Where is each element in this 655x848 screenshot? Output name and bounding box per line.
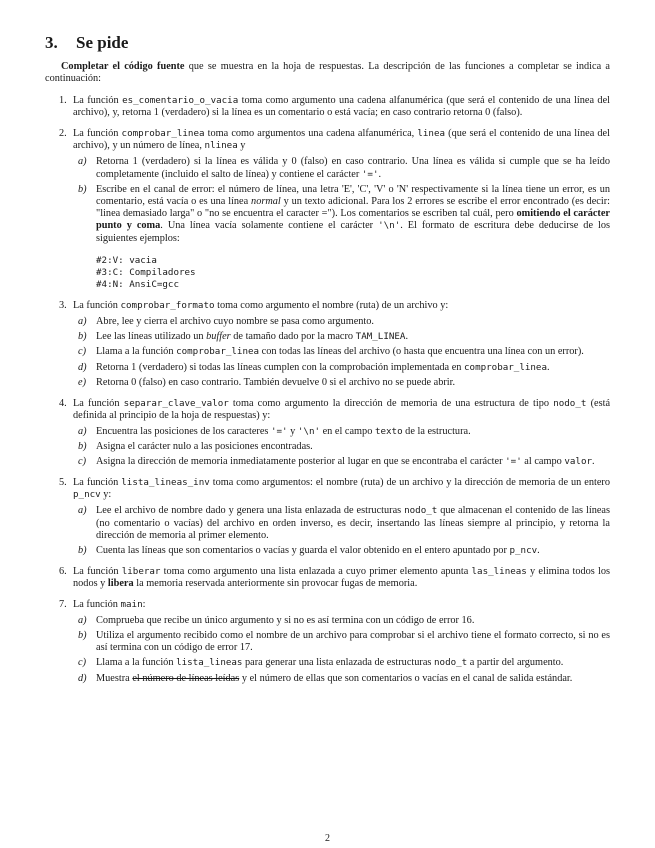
sub-item-c: c) Llama a la función lista_lineas para generar una lista enlazada de estructuras nodo_t a partir del argumento. [78, 657, 564, 669]
code-example-line: #3:C: Compiladores [96, 266, 196, 278]
sub-item-b: b) Cuenta las líneas que son comentarios o vacías y guarda el valor obtenido en el entero apuntado por p_ncv. [78, 545, 540, 557]
section-heading [45, 33, 128, 53]
item-number: 4. [59, 397, 67, 409]
code-example-line: #2:V: vacia [96, 254, 157, 266]
list-item-1: 1. La función es_comentario_o_vacia toma como argumento una cadena alfanumérica (que será el contenido de una línea del archivo), y, retorna 1 (verdadero) si la línea es un comentario o está vacía; en caso contrario retorna 0 (falso). [59, 95, 610, 119]
function-name: lista_lineas_inv [121, 477, 210, 489]
intro-paragraph: Completar el código fuente que se muestra en la hoja de respuestas. La descripción de las funciones a completar se indica a continuación: [45, 61, 611, 85]
item-number: 2. [59, 127, 67, 139]
item-number: 6. [59, 565, 67, 577]
sub-item-c: c) Asigna la dirección de memoria inmediatamente posterior al lugar en que se encontraba el carácter '=' al campo valor. [78, 456, 595, 468]
item-number: 5. [59, 477, 67, 489]
sub-list [73, 615, 610, 685]
sub-list [73, 426, 610, 469]
item-number: 1. [59, 95, 67, 106]
list-item-3: 3. La función comprobar_formato toma como argumento el nombre (ruta) de un archivo y: a) Abre, lee y cierra el archivo cuyo nombre se pasa como argumento. b) Lee las líneas utilizado un buffer de tamaño dado por la macro TAM_LINEA. c) Llama a la función comprobar_linea con todas las líneas del archivo (o hasta que encuentra una línea con un error). d) Retorna 1 (verdadero) si todas las líneas cumplen con la comprobación implementada en comprobar_linea. e) Retorna 0 (falso) en caso contrario. También devuelve 0 si el archivo no se puede abrir. [45, 300, 610, 389]
sub-list [73, 505, 610, 557]
sub-item-b: b) Escribe en el canal de error: el número de línea, una letra 'E', 'C', 'V' o 'N' respectivamente si la línea tiene un error, es un comentario, está vacía o es una línea normal y un texto adicional. Para los 2 errores se escribe el error encontrado (es decir: "linea demasiado larga" o "no se encuentra el caracter ="). Los comentarios se escriben tal cuál, pero omitiendo el carácter punto y coma. Una línea vacía solamente contiene el carácter '\n'. El formato de escritura debe deducirse de los siguientes ejemplos: #2:V: vacia #3:C: Compiladores #4:N: AnsiC=gcc [78, 183, 610, 291]
function-name: liberar [121, 565, 161, 577]
page-number: 2 [325, 833, 330, 844]
list-item-4: 4. La función separar_clave_valor toma como argumento la dirección de memoria de una estructura de tipo nodo_t (está definida al principio de la hoja de respuestas) y: a) Encuentra las posiciones de los caracteres '=' y '\n' en el campo texto de la estructura. b) Asigna el carácter nulo a las posiciones encontradas. c) Asigna la dirección de memoria inmediatamente posterior al lugar en que se encontraba el carácter '=' al campo valor. [59, 397, 611, 468]
function-name: main [120, 598, 143, 610]
sub-item-a: a) Lee el archivo de nombre dado y genera una lista enlazada de estructuras nodo_t que almacenan el contenido de las líneas (no comentario o vacías) del archivo en orden inverso, es decir, insertando las líneas siempre al principio, y retorna la dirección de memoria al primer elemento. [78, 505, 610, 541]
sub-item-e: e) Retorna 0 (falso) en caso contrario. También devuelve 0 si el archivo no se puede abrir. [78, 376, 456, 388]
sub-item-a: a) Retorna 1 (verdadero) si la línea es válida y 0 (falso) en caso contrario. Una línea es válida si cumple que se ha leído completamente (incluido el salto de línea) y contiene el carácter '='. [78, 156, 610, 180]
sub-item-a: a) Encuentra las posiciones de los caracteres '=' y '\n' en el campo texto de la estructura. [78, 425, 471, 437]
sub-list [73, 316, 610, 389]
section-title: Se pide [76, 33, 129, 52]
list-item-2: 2. La función comprobar_linea toma como argumentos una cadena alfanumérica, linea (que será el contenido de una línea del archivo), y un número de línea, nlinea y a) Retorna 1 (verdadero) si la línea es válida y 0 (falso) en caso contrario. Una línea es válida si cumple que se ha leído completamente (incluido el salto de línea) y contiene el carácter '='. b) Escribe en el canal de error: el número de línea, una letra 'E', 'C', 'V' o 'N' respectivamente si la línea tiene un error, es un comentario, está vacía o es una línea normal y un texto adicional. Para los 2 errores se escribe el error encontrado (es decir: "linea demasiado larga" o "no se encuentra el caracter ="). Los comentarios se escriben tal cuál, pero omitiendo el carácter punto y coma. Una línea vacía solamente contiene el carácter '\n'. El formato de escritura debe deducirse de los siguientes ejemplos: #2:V: vacia #3:C: Compiladores #4:N: AnsiC=gcc [59, 127, 610, 291]
sub-item-b: b) Lee las líneas utilizado un buffer de tamaño dado por la macro TAM_LINEA. [78, 331, 409, 343]
list-item-5: 5. La función lista_lineas_inv toma como argumentos: el nombre (ruta) de un archivo y la dirección de memoria de un entero p_ncv y: a) Lee el archivo de nombre dado y genera una lista enlazada de estructuras nodo_t que almacenan el contenido de las líneas (no comentario o vacías) del archivo en orden inverso, es decir, insertando las líneas siempre al principio, y retorna la dirección de memoria al primer elemento. b) Cuenta las líneas que son comentarios o vacías y guarda el valor obtenido en el entero apuntado por p_ncv. [59, 477, 610, 557]
task-list [45, 95, 610, 685]
item-number: 7. [59, 598, 67, 610]
list-item-7: 7. La función main: a) Comprueba que recibe un único argumento y si no es así termina con un código de error 16. b) Utiliza el argumento recibido como el nombre de un archivo para comprobar si el archivo tiene el formato correcto, si no es así termina con un código de error 17. c) Llama a la función lista_lineas para generar una lista enlazada de estructuras nodo_t a partir del argumento. d) Muestra el número de líneas leídas y el número de ellas que son comentarios o vacías en el canal de salida estándar. [59, 598, 610, 684]
code-example-line: #4:N: AnsiC=gcc [96, 279, 179, 291]
sub-item-d: d) Muestra el número de líneas leídas y el número de ellas que son comentarios o vacías en el canal de salida estándar. [78, 672, 573, 684]
function-name: es_comentario_o_vacia [122, 95, 239, 106]
sub-item-b: b) Asigna el carácter nulo a las posiciones encontradas. [78, 441, 313, 453]
function-name: separar_clave_valor [123, 397, 229, 409]
item-number: 3. [59, 299, 67, 311]
sub-item-a: a) Comprueba que recibe un único argumento y si no es así termina con un código de error 16. [78, 614, 475, 626]
function-name: comprobar_linea [121, 127, 205, 139]
code-examples [96, 255, 610, 292]
sub-list [73, 156, 610, 291]
struck-text: el número de líneas leídas [132, 672, 240, 684]
sub-item-d: d) Retorna 1 (verdadero) si todas las líneas cumplen con la comprobación implementada en comprobar_linea. [78, 361, 550, 373]
task-list-container [45, 95, 610, 693]
sub-item-c: c) Llama a la función comprobar_linea con todas las líneas del archivo (o hasta que encuentra una línea con un error). [78, 346, 584, 358]
sub-item-a: a) Abre, lee y cierra el archivo cuyo nombre se pasa como argumento. [78, 316, 375, 327]
function-name: comprobar_formato [120, 299, 215, 311]
list-item-6: 6. La función liberar toma como argumento una lista enlazada a cuyo primer elemento apunta las_lineas y elimina todos los nodos y libera la memoria reservada anteriormente sin provocar fugas de memoria. [59, 565, 611, 589]
sub-item-b: b) Utiliza el argumento recibido como el nombre de un archivo para comprobar si el archivo tiene el formato correcto, si no es así termina con un código de error 17. [78, 630, 610, 654]
section-number: 3. [45, 33, 58, 52]
